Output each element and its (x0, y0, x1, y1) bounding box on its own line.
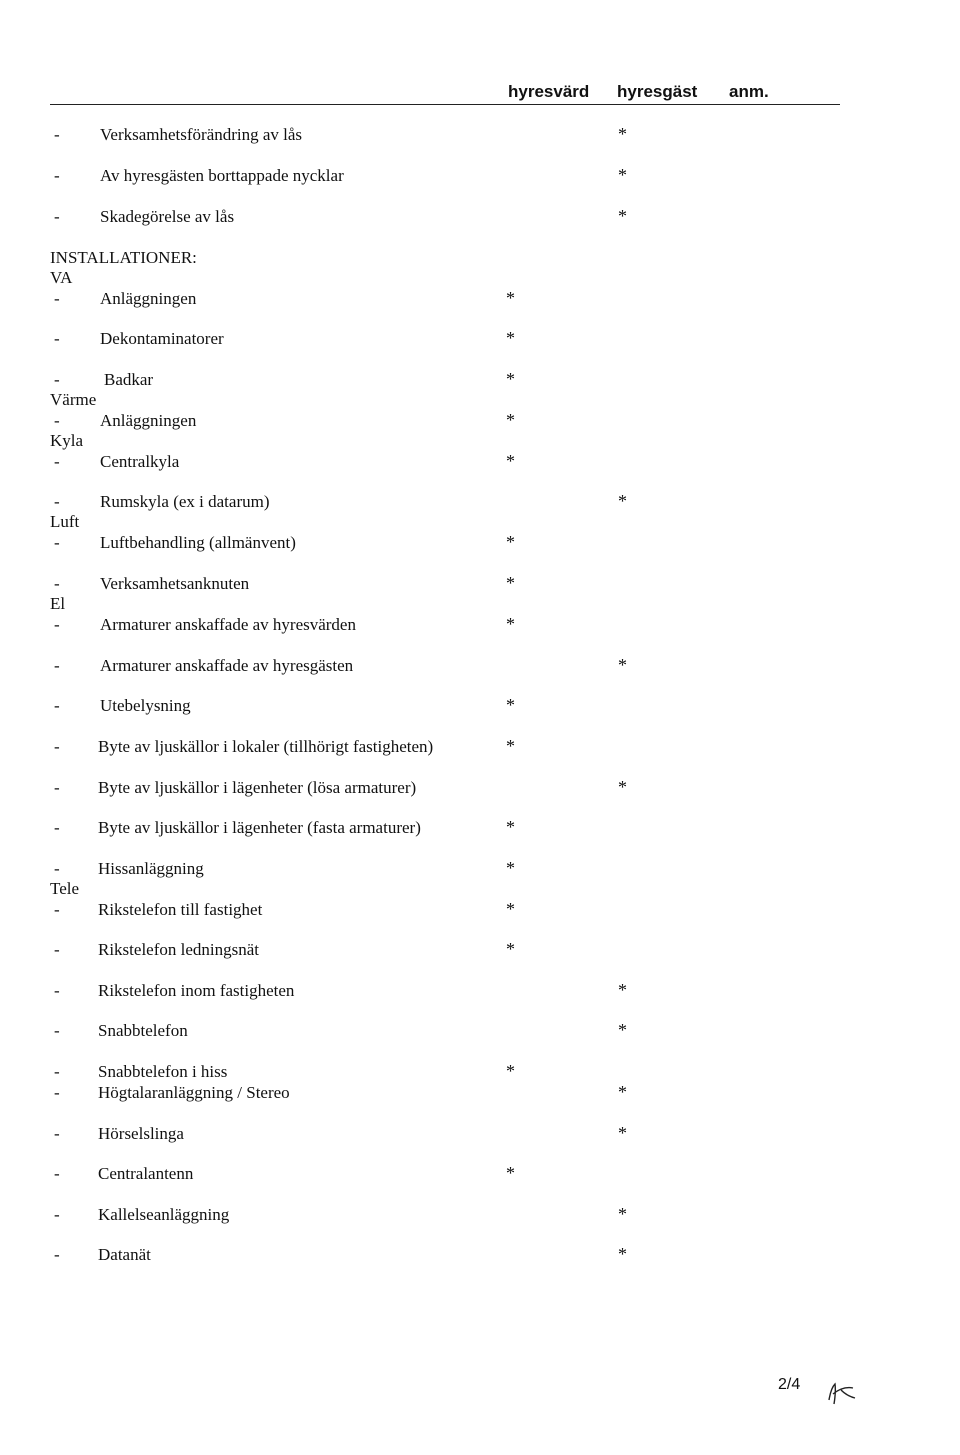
row-label: Rikstelefon ledningsnät (98, 940, 260, 959)
table-row (0, 696, 960, 720)
row-dash: - (54, 411, 60, 430)
responsibility-mark: * (618, 124, 627, 144)
row-dash: - (54, 1205, 60, 1224)
table-row (0, 574, 960, 598)
row-dash: - (54, 737, 60, 756)
row-dash: - (54, 1124, 60, 1143)
table-row (0, 289, 960, 313)
row-dash: - (54, 125, 60, 144)
responsibility-mark: * (506, 1061, 515, 1081)
row-label: Utebelysning (100, 696, 191, 715)
row-label: Centralantenn (98, 1164, 194, 1183)
table-row (0, 615, 960, 639)
table-row (0, 859, 960, 883)
responsibility-mark: * (506, 858, 515, 878)
row-dash: - (54, 452, 60, 471)
responsibility-mark: * (506, 532, 515, 552)
column-header-hyresgast: hyresgäst (617, 82, 698, 101)
row-dash: - (54, 981, 60, 1000)
responsibility-mark: * (618, 491, 627, 511)
page-number: 2/4 (778, 1376, 801, 1393)
row-dash: - (54, 1164, 60, 1183)
responsibility-mark: * (506, 614, 515, 634)
responsibility-mark: * (618, 777, 627, 797)
table-row (0, 1083, 960, 1107)
responsibility-mark: * (506, 410, 515, 430)
responsibility-mark: * (618, 206, 627, 226)
row-dash: - (54, 166, 60, 185)
responsibility-mark: * (618, 655, 627, 675)
row-dash: - (54, 615, 60, 634)
table-row (0, 492, 960, 516)
table-row (0, 1021, 960, 1045)
row-label: Rumskyla (ex i datarum) (100, 492, 270, 511)
row-label: Byte av ljuskällor i lokaler (tillhörigt fastigheten) (98, 737, 434, 756)
row-dash: - (54, 370, 60, 389)
table-row (0, 125, 960, 149)
row-label: Byte av ljuskällor i lägenheter (lösa armaturer) (98, 778, 417, 797)
table-row (0, 207, 960, 231)
table-row (0, 411, 960, 435)
column-header-anm: anm. (729, 82, 769, 101)
table-row (0, 1164, 960, 1188)
row-label: Av hyresgästen borttappade nycklar (100, 166, 344, 185)
table-row (0, 166, 960, 190)
row-dash: - (54, 900, 60, 919)
table-row (0, 656, 960, 680)
section-installationer: INSTALLATIONER: (50, 248, 197, 267)
table-row (0, 981, 960, 1005)
row-dash: - (54, 778, 60, 797)
table-row (0, 818, 960, 842)
row-dash: - (54, 574, 60, 593)
row-label: Verksamhetsförändring av lås (100, 125, 303, 144)
row-dash: - (54, 818, 60, 837)
section-kyla: Kyla (50, 431, 84, 450)
table-row (0, 737, 960, 761)
row-dash: - (54, 1062, 60, 1081)
row-label: Rikstelefon till fastighet (98, 900, 263, 919)
row-label: Badkar (104, 370, 154, 389)
section-va: VA (50, 268, 73, 287)
table-row (0, 940, 960, 964)
row-dash: - (54, 533, 60, 552)
row-label: Armaturer anskaffade av hyresvärden (100, 615, 356, 634)
responsibility-mark: * (506, 573, 515, 593)
section-el: El (50, 594, 66, 613)
row-dash: - (54, 656, 60, 675)
row-label: Skadegörelse av lås (100, 207, 235, 226)
row-dash: - (54, 940, 60, 959)
row-dash: - (54, 492, 60, 511)
table-row (0, 1205, 960, 1229)
row-label: Armaturer anskaffade av hyresgästen (100, 656, 354, 675)
responsibility-mark: * (618, 165, 627, 185)
responsibility-mark: * (506, 369, 515, 389)
header-rule (50, 104, 840, 105)
row-label: Datanät (98, 1245, 151, 1264)
table-row (0, 533, 960, 557)
row-label: Kallelseanläggning (98, 1205, 230, 1224)
row-label: Verksamhetsanknuten (100, 574, 250, 593)
responsibility-mark: * (618, 980, 627, 1000)
responsibility-mark: * (618, 1082, 627, 1102)
responsibility-mark: * (506, 899, 515, 919)
row-label: Snabbtelefon (98, 1021, 188, 1040)
table-row (0, 1124, 960, 1148)
responsibility-mark: * (506, 695, 515, 715)
row-label: Centralkyla (100, 452, 180, 471)
table-row (0, 1245, 960, 1269)
row-label: Anläggningen (100, 289, 197, 308)
table-row (0, 452, 960, 476)
row-dash: - (54, 1021, 60, 1040)
row-label: Luftbehandling (allmänvent) (100, 533, 296, 552)
row-label: Högtalaranläggning / Stereo (98, 1083, 290, 1102)
row-dash: - (54, 329, 60, 348)
table-row (0, 900, 960, 924)
responsibility-mark: * (506, 1163, 515, 1183)
row-dash: - (54, 1083, 60, 1102)
section-tele: Tele (50, 879, 80, 898)
table-row (0, 370, 960, 394)
row-label: Byte av ljuskällor i lägenheter (fasta armaturer) (98, 818, 421, 837)
row-label: Anläggningen (100, 411, 197, 430)
responsibility-mark: * (506, 939, 515, 959)
responsibility-mark: * (506, 288, 515, 308)
row-dash: - (54, 859, 60, 878)
row-label: Dekontaminatorer (100, 329, 224, 348)
row-dash: - (54, 696, 60, 715)
signature-mark (825, 1378, 861, 1411)
table-row (0, 778, 960, 802)
row-dash: - (54, 1245, 60, 1264)
responsibility-mark: * (618, 1244, 627, 1264)
row-label: Hissanläggning (98, 859, 204, 878)
responsibility-mark: * (506, 817, 515, 837)
column-header-hyresvard: hyresvärd (508, 82, 590, 101)
row-dash: - (54, 207, 60, 226)
responsibility-mark: * (506, 451, 515, 471)
row-label: Rikstelefon inom fastigheten (98, 981, 295, 1000)
responsibility-mark: * (618, 1204, 627, 1224)
section-varme: Värme (50, 390, 97, 409)
responsibility-mark: * (618, 1020, 627, 1040)
responsibility-mark: * (506, 736, 515, 756)
section-luft: Luft (50, 512, 80, 531)
row-dash: - (54, 289, 60, 308)
row-label: Snabbtelefon i hiss (98, 1062, 228, 1081)
table-row (0, 329, 960, 353)
row-label: Hörselslinga (98, 1124, 184, 1143)
responsibility-mark: * (618, 1123, 627, 1143)
responsibility-mark: * (506, 328, 515, 348)
